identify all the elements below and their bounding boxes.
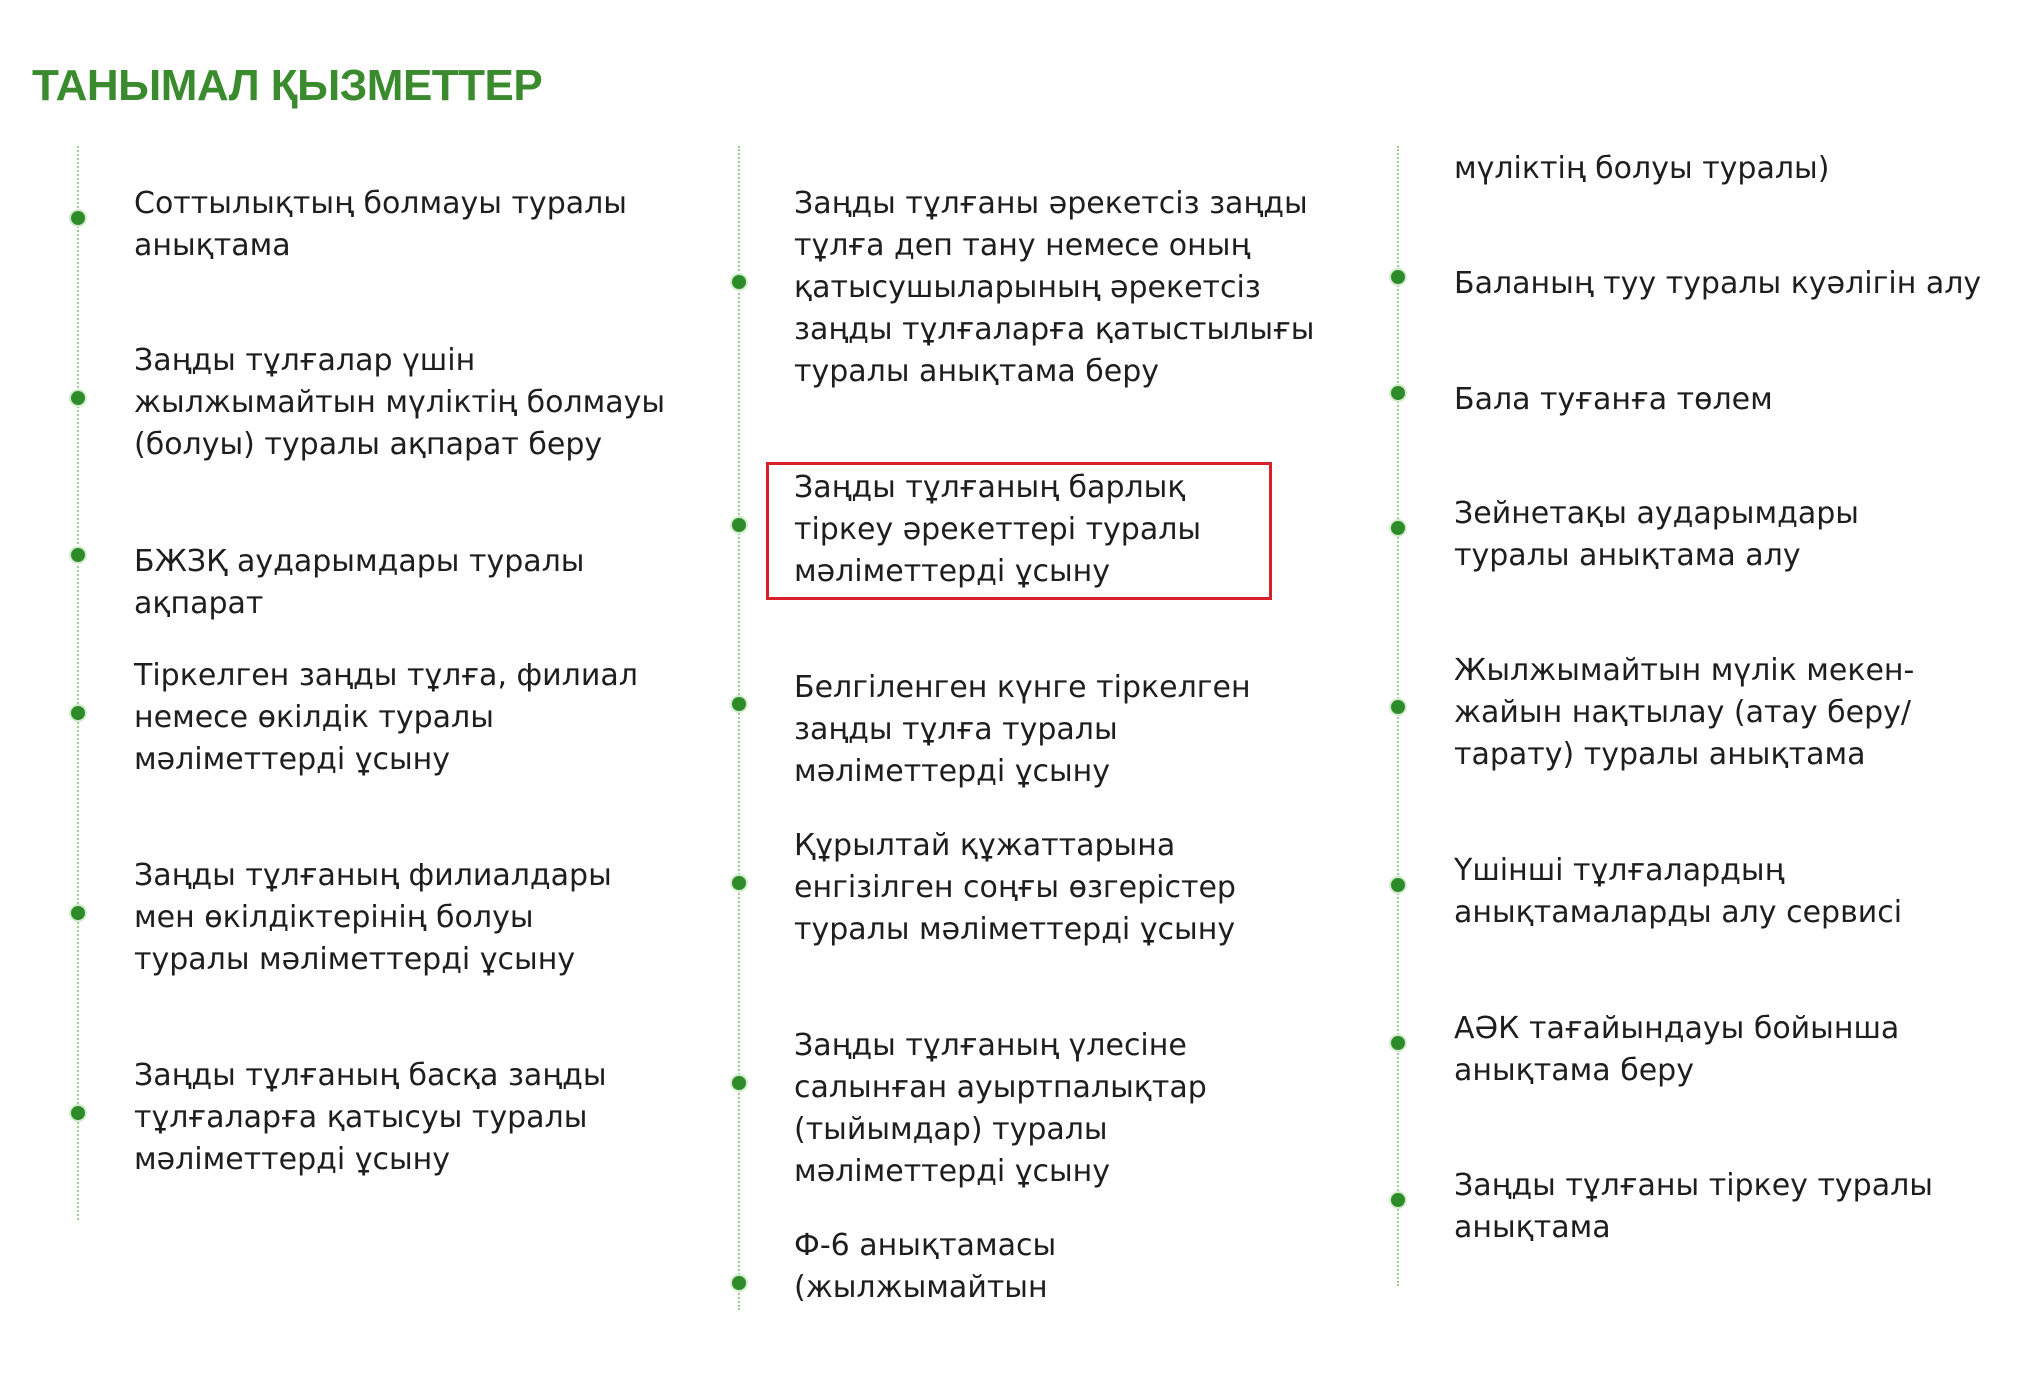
timeline-dot bbox=[71, 1106, 85, 1120]
service-link[interactable]: Заңды тұлғаның үлесіне салынған ауыртпалықтар (тыйымдар) туралы мәліметтерді ұсыну bbox=[794, 1028, 1207, 1189]
service-link[interactable]: Зейнетақы аударымдары туралы анықтама алу bbox=[1454, 496, 1859, 573]
timeline-line bbox=[1397, 146, 1399, 1286]
service-link-selected[interactable]: Заңды тұлғаның барлық тіркеу әрекеттері туралы мәліметтерді ұсыну bbox=[794, 470, 1202, 589]
timeline-dot bbox=[1391, 700, 1405, 714]
timeline-dot bbox=[1391, 1193, 1405, 1207]
section-title: ТАНЫМАЛ ҚЫЗМЕТТЕР bbox=[32, 61, 543, 110]
service-link[interactable]: БЖЗҚ аударымдары туралы ақпарат bbox=[134, 544, 585, 621]
service-link[interactable]: Үшінші тұлғалардың анықтамаларды алу сервисі bbox=[1454, 853, 1903, 930]
service-link[interactable]: мүліктің болуы туралы) bbox=[1454, 151, 1830, 186]
service-link[interactable]: Тіркелген заңды тұлға, филиал немесе өкілдік туралы мәліметтерді ұсыну bbox=[134, 658, 638, 777]
service-link[interactable]: Заңды тұлғаны тіркеу туралы анықтама bbox=[1454, 1168, 1933, 1245]
timeline-dot bbox=[732, 1076, 746, 1090]
timeline-line bbox=[77, 146, 79, 1220]
service-link[interactable]: Құрылтай құжаттарына енгізілген соңғы өзгерістер туралы мәліметтерді ұсыну bbox=[794, 828, 1236, 947]
timeline-dot bbox=[1391, 878, 1405, 892]
service-link[interactable]: Жылжымайтын мүлік мекен-жайын нақтылау (атау беру/тарату) туралы анықтама bbox=[1454, 653, 1915, 772]
selection-highlight-box bbox=[766, 462, 1272, 600]
timeline-dot bbox=[732, 518, 746, 532]
service-link[interactable]: Заңды тұлғалар үшін жылжымайтын мүліктің болмауы (болуы) туралы ақпарат беру bbox=[134, 343, 666, 462]
timeline-dot bbox=[732, 876, 746, 890]
timeline-dot bbox=[1391, 1036, 1405, 1050]
services-column-1 bbox=[0, 0, 666, 1392]
service-link[interactable]: АӘК тағайындауы бойынша анықтама беру bbox=[1454, 1011, 1900, 1088]
timeline-dot bbox=[1391, 521, 1405, 535]
timeline-dot bbox=[732, 697, 746, 711]
service-link[interactable]: Соттылықтың болмауы туралы анықтама bbox=[134, 186, 627, 263]
timeline-dot bbox=[71, 548, 85, 562]
timeline-line bbox=[738, 146, 740, 1310]
timeline-dot bbox=[1391, 386, 1405, 400]
timeline-dot bbox=[732, 275, 746, 289]
timeline-dot bbox=[732, 1276, 746, 1290]
timeline-dot bbox=[71, 391, 85, 405]
service-link[interactable]: Белгіленген күнге тіркелген заңды тұлға туралы мәліметтерді ұсыну bbox=[794, 670, 1251, 789]
services-column-3 bbox=[1320, 0, 1982, 1392]
service-link[interactable]: Заңды тұлғаның басқа заңды тұлғаларға қатысуы туралы мәліметтерді ұсыну bbox=[134, 1058, 607, 1177]
service-link[interactable]: Бала туғанға төлем bbox=[1454, 382, 1773, 417]
timeline-dot bbox=[1391, 270, 1405, 284]
services-column-2 bbox=[660, 0, 1315, 1392]
service-link[interactable]: Ф-6 анықтамасы (жылжымайтын bbox=[794, 1228, 1057, 1305]
service-link[interactable]: Заңды тұлғаның филиалдары мен өкілдіктерінің болуы туралы мәліметтерді ұсыну bbox=[134, 858, 612, 977]
timeline-dot bbox=[71, 706, 85, 720]
service-link[interactable]: Заңды тұлғаны әрекетсіз заңды тұлға деп тану немесе оның қатысушыларының әрекетсіз заңды тұлғаларға қатыстылығы туралы анықтама беру bbox=[794, 186, 1315, 389]
timeline-dot bbox=[71, 211, 85, 225]
timeline-dot bbox=[71, 906, 85, 920]
service-link[interactable]: Баланың туу туралы куәлігін алу bbox=[1454, 266, 1982, 301]
